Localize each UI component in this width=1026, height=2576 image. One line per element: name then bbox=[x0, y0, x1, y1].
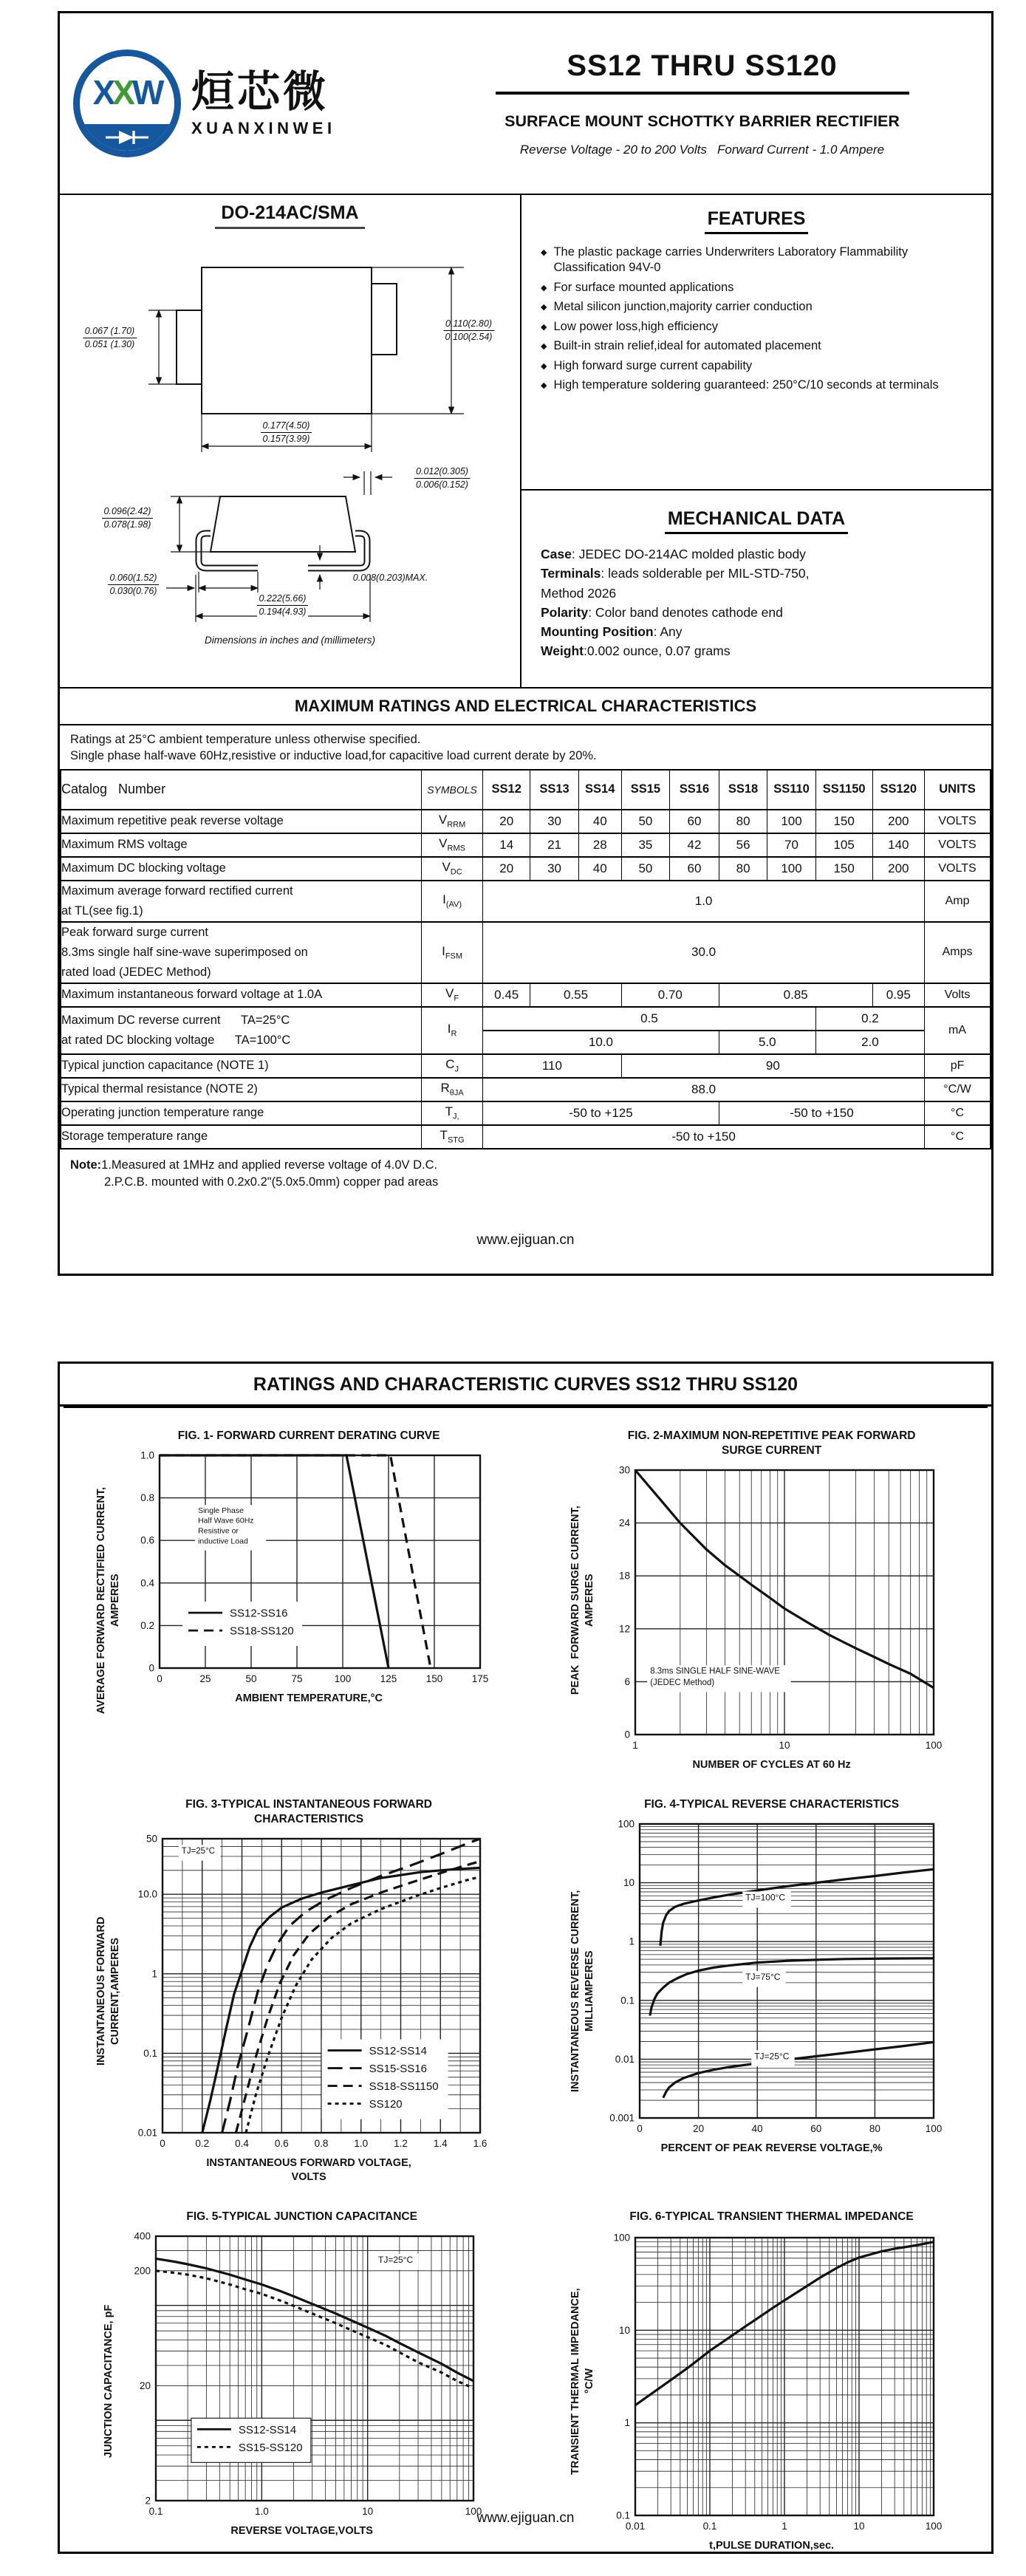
page-2 bbox=[58, 1362, 993, 2554]
table-row bbox=[61, 1007, 991, 1031]
value-cell: 40 bbox=[578, 810, 621, 833]
logo-letter: W bbox=[131, 73, 162, 112]
feature-item: ◆ For surface mounted applications bbox=[541, 280, 972, 295]
table-row bbox=[61, 833, 991, 857]
svg-text:SS120: SS120 bbox=[369, 2098, 403, 2111]
chart-canvas-fig1 bbox=[124, 1446, 493, 1690]
note-line: Note:1.Measured at 1MHz and applied reverse voltage of 4.0V D.C. bbox=[70, 1158, 438, 1172]
unit-cell: °C bbox=[925, 1125, 991, 1149]
svg-text:1: 1 bbox=[629, 1936, 635, 1947]
svg-text:50: 50 bbox=[245, 1673, 257, 1685]
value-cell: 56 bbox=[719, 833, 767, 857]
figure-5 bbox=[63, 2210, 526, 2553]
value-cell: 2.0 bbox=[815, 1031, 924, 1054]
value-cell: -50 to +150 bbox=[719, 1101, 924, 1125]
brand-name-cn: 烜芯微 bbox=[191, 68, 329, 117]
svg-text:1.0: 1.0 bbox=[254, 2506, 269, 2518]
feature-item: ◆ The plastic package carries Underwriters Laboratory Flammability Classification 94V-0 bbox=[541, 245, 972, 276]
diamond-bullet-icon: ◆ bbox=[541, 248, 547, 257]
dimension-label: 0.222(5.66) 0.194(4.93) bbox=[257, 592, 309, 618]
column-header-units: UNITS bbox=[925, 770, 991, 810]
dimension-label: 0.177(4.50) 0.157(3.99) bbox=[261, 420, 312, 445]
svg-text:0.001: 0.001 bbox=[609, 2112, 635, 2124]
svg-text:0.01: 0.01 bbox=[615, 2054, 635, 2066]
mech-line: Case: JEDEC DO-214AC molded plastic body bbox=[541, 547, 806, 561]
diode-symbol-icon bbox=[101, 129, 153, 146]
svg-text:TJ=75°C: TJ=75°C bbox=[745, 1972, 781, 1983]
row-label: Maximum DC blocking voltage bbox=[61, 857, 422, 881]
svg-text:75: 75 bbox=[291, 1673, 303, 1685]
column-header-part: SS16 bbox=[670, 770, 719, 810]
svg-text:0.8: 0.8 bbox=[140, 1492, 155, 1504]
value-cell: 150 bbox=[815, 857, 872, 881]
figure-2-y-axis-label: PEAK FORWARD SURGE CURRENT, AMPERES bbox=[569, 1506, 595, 1695]
table-row bbox=[61, 881, 991, 922]
value-cell: 1.0 bbox=[483, 881, 925, 922]
row-label: Operating junction temperature range bbox=[61, 1101, 422, 1125]
value-cell: 0.85 bbox=[719, 983, 872, 1007]
svg-text:150: 150 bbox=[425, 1673, 443, 1685]
value-cell: 110 bbox=[483, 1054, 622, 1078]
value-cell: 42 bbox=[670, 833, 719, 857]
table-notes bbox=[60, 1149, 991, 1192]
symbol-cell: $I_R$ bbox=[422, 1007, 483, 1054]
svg-text:12: 12 bbox=[618, 1623, 630, 1635]
value-cell: 30 bbox=[530, 810, 578, 833]
svg-text:Resistive or: Resistive or bbox=[198, 1526, 239, 1536]
ratings-table bbox=[60, 769, 991, 1149]
svg-text:1.6: 1.6 bbox=[473, 2138, 488, 2150]
svg-text:SS18-SS1150: SS18-SS1150 bbox=[369, 2080, 439, 2094]
table-row bbox=[61, 1101, 991, 1125]
figure-4-y-axis-label: INSTANTANEOUS REVERSE CURRENT, MILLIAMPERES bbox=[569, 1890, 595, 2092]
column-header-catalog-number: Catalog Number bbox=[61, 770, 422, 810]
page-1 bbox=[58, 11, 993, 1276]
svg-text:0.01: 0.01 bbox=[625, 2521, 645, 2532]
svg-text:0: 0 bbox=[624, 1729, 630, 1740]
figure-4-x-axis-label: PERCENT OF PEAK REVERSE VOLTAGE,% bbox=[660, 2142, 883, 2155]
page-subtitle: SURFACE MOUNT SCHOTTKY BARRIER RECTIFIER bbox=[505, 112, 900, 130]
diamond-bullet-icon: ◆ bbox=[541, 303, 547, 312]
features-list bbox=[541, 245, 972, 394]
svg-text:20: 20 bbox=[139, 2380, 151, 2392]
logo-letter: X bbox=[92, 73, 113, 112]
diamond-bullet-icon: ◆ bbox=[541, 342, 547, 352]
column-header-part: SS12 bbox=[483, 770, 530, 810]
svg-text:1: 1 bbox=[632, 1740, 638, 1752]
svg-text:SS15-SS120: SS15-SS120 bbox=[238, 2442, 303, 2455]
svg-text:10.0: 10.0 bbox=[137, 1889, 158, 1901]
value-cell: 100 bbox=[767, 810, 815, 833]
figure-1-x-axis-label: AMBIENT TEMPERATURE,°C bbox=[235, 1692, 383, 1705]
symbol-cell: $C_J$ bbox=[422, 1054, 483, 1078]
ratings-conditions bbox=[60, 725, 991, 769]
value-cell: 21 bbox=[530, 833, 578, 857]
svg-text:1: 1 bbox=[151, 1968, 158, 1980]
characteristic-curves-grid bbox=[60, 1407, 991, 2553]
svg-text:0: 0 bbox=[148, 1662, 155, 1674]
title-rule bbox=[496, 92, 909, 95]
logo-diode-band bbox=[80, 124, 174, 151]
website-link: www.ejiguan.cn bbox=[476, 1232, 575, 1248]
chart-canvas-fig3 bbox=[124, 1830, 493, 2155]
value-cell: 0.5 bbox=[483, 1007, 816, 1031]
column-header-part: SS1150 bbox=[815, 770, 872, 810]
svg-text:50: 50 bbox=[146, 1833, 158, 1845]
svg-text:25: 25 bbox=[199, 1673, 211, 1685]
value-cell: 0.70 bbox=[621, 983, 719, 1007]
svg-text:TJ=25°C: TJ=25°C bbox=[753, 2051, 789, 2062]
ratings-condition-line: Single phase half-wave 60Hz,resistive or inductive load,for capacitive load current derate by 20%. bbox=[70, 749, 597, 763]
brand-name-en: XUANXINWEI bbox=[191, 118, 336, 137]
value-cell: 200 bbox=[872, 810, 925, 833]
svg-text:0.1: 0.1 bbox=[620, 1995, 635, 2006]
row-label: Typical thermal resistance (NOTE 2) bbox=[61, 1078, 422, 1101]
value-cell: 35 bbox=[621, 833, 669, 857]
figure-6-x-axis-label: t,PULSE DURATION,sec. bbox=[709, 2540, 835, 2552]
ratings-condition-line: Ratings at 25°C ambient temperature unless otherwise specified. bbox=[70, 733, 421, 746]
row-label: Maximum repetitive peak reverse voltage bbox=[61, 810, 422, 833]
svg-text:SS15-SS16: SS15-SS16 bbox=[369, 2063, 428, 2076]
symbol-cell: $V_{RMS}$ bbox=[422, 833, 483, 857]
value-cell: 10.0 bbox=[483, 1031, 719, 1054]
brand-block bbox=[60, 13, 420, 194]
value-cell: 200 bbox=[872, 857, 925, 881]
svg-text:SS18-SS120: SS18-SS120 bbox=[230, 1624, 294, 1638]
svg-text:1.2: 1.2 bbox=[394, 2138, 408, 2150]
title-block bbox=[420, 13, 991, 194]
value-cell: 140 bbox=[872, 833, 925, 857]
value-cell: 28 bbox=[578, 833, 621, 857]
svg-text:175: 175 bbox=[471, 1673, 489, 1685]
mech-line: Weight:0.002 ounce, 0.07 grams bbox=[541, 643, 731, 659]
symbol-cell: $I_{FSM}$ bbox=[422, 922, 483, 983]
svg-text:100: 100 bbox=[465, 2506, 482, 2518]
chart-canvas-fig4 bbox=[598, 1815, 945, 2140]
figure-1 bbox=[63, 1429, 526, 1772]
value-cell: 90 bbox=[621, 1054, 924, 1078]
svg-text:SS12-SS16: SS12-SS16 bbox=[230, 1607, 288, 1620]
chart-canvas-fig6 bbox=[598, 2227, 945, 2538]
svg-text:100: 100 bbox=[925, 1740, 942, 1752]
figure-6 bbox=[526, 2210, 989, 2553]
mech-line: Polarity: Color band denotes cathode end bbox=[541, 604, 783, 620]
dimension-label: 0.096(2.42) 0.078(1.98) bbox=[102, 505, 154, 531]
dimension-label: 0.012(0.305) 0.006(0.152) bbox=[414, 465, 471, 491]
package-and-features bbox=[60, 195, 991, 689]
value-cell: 30 bbox=[530, 857, 578, 881]
svg-text:40: 40 bbox=[751, 2123, 763, 2135]
table-row bbox=[61, 1078, 991, 1101]
feature-item: ◆ Low power loss,high efficiency bbox=[541, 319, 972, 335]
brand-names bbox=[191, 69, 336, 138]
svg-text:0.1: 0.1 bbox=[148, 2506, 163, 2518]
dimension-label: 0.060(1.52) 0.030(0.76) bbox=[108, 572, 160, 598]
datasheet-document bbox=[0, 11, 1026, 2576]
value-cell: 60 bbox=[670, 810, 719, 833]
figure-2-title: FIG. 2-MAXIMUM NON-REPETITIVE PEAK FORWARD SURGE CURRENT bbox=[627, 1429, 916, 1458]
ratings-tagline: Reverse Voltage - 20 to 200 Volts Forward Current - 1.0 Ampere bbox=[519, 143, 885, 157]
value-cell: 20 bbox=[483, 857, 530, 881]
svg-text:0.4: 0.4 bbox=[235, 2138, 249, 2150]
value-cell: 100 bbox=[767, 857, 815, 881]
column-header-part: SS120 bbox=[872, 770, 925, 810]
svg-text:10: 10 bbox=[361, 2506, 373, 2518]
value-cell: -50 to +125 bbox=[483, 1101, 719, 1125]
svg-text:100: 100 bbox=[618, 1818, 635, 1830]
unit-cell: VOLTS bbox=[925, 857, 991, 881]
svg-text:100: 100 bbox=[925, 2123, 942, 2135]
logo-letter: X bbox=[112, 73, 132, 112]
page-title: SS12 THRU SS120 bbox=[567, 49, 838, 82]
feature-item: ◆ High temperature soldering guaranteed: 250°C/10 seconds at terminals bbox=[541, 377, 972, 393]
value-cell: 0.45 bbox=[483, 983, 530, 1007]
symbol-cell: $V_{DC}$ bbox=[422, 857, 483, 881]
figure-3-y-axis-label: INSTANTANEOUS FORWARD CURRENT,AMPERES bbox=[95, 1916, 122, 2066]
diamond-bullet-icon: ◆ bbox=[541, 283, 547, 293]
package-outline-drawing bbox=[61, 230, 519, 633]
figure-2-x-axis-label: NUMBER OF CYCLES AT 60 Hz bbox=[692, 1759, 851, 1772]
features-section bbox=[521, 195, 991, 491]
ratings-section-heading: MAXIMUM RATINGS AND ELECTRICAL CHARACTERISTICS bbox=[60, 689, 991, 725]
unit-cell: VOLTS bbox=[925, 833, 991, 857]
figure-1-title: FIG. 1- FORWARD CURRENT DERATING CURVE bbox=[177, 1429, 440, 1442]
mech-line: Mounting Position: Any bbox=[541, 624, 683, 639]
row-label: Typical junction capacitance (NOTE 1) bbox=[61, 1054, 422, 1078]
package-caption: Dimensions in inches and (millimeters) bbox=[204, 635, 376, 646]
unit-cell: Volts bbox=[925, 983, 991, 1007]
figure-3-x-axis-label: INSTANTANEOUS FORWARD VOLTAGE, VOLTS bbox=[206, 2157, 411, 2184]
figure-3-title: FIG. 3-TYPICAL INSTANTANEOUS FORWARD CHARACTERISTICS bbox=[185, 1798, 433, 1826]
svg-text:8.3ms SINGLE HALF SINE-WAVE: 8.3ms SINGLE HALF SINE-WAVE bbox=[649, 1667, 780, 1676]
svg-text:6: 6 bbox=[624, 1676, 630, 1688]
svg-text:0: 0 bbox=[157, 1673, 163, 1685]
value-cell: 88.0 bbox=[483, 1078, 925, 1101]
svg-text:1: 1 bbox=[781, 2521, 787, 2532]
svg-text:100: 100 bbox=[613, 2232, 630, 2244]
svg-text:60: 60 bbox=[810, 2123, 821, 2135]
svg-text:200: 200 bbox=[134, 2265, 151, 2277]
diamond-bullet-icon: ◆ bbox=[541, 322, 547, 332]
svg-text:10: 10 bbox=[853, 2521, 865, 2532]
figure-5-x-axis-label: REVERSE VOLTAGE,VOLTS bbox=[230, 2525, 373, 2538]
value-cell: 0.2 bbox=[815, 1007, 924, 1031]
svg-text:20: 20 bbox=[692, 2123, 704, 2135]
symbol-cell: $T_{J,}$ bbox=[422, 1101, 483, 1125]
website-link: www.ejiguan.cn bbox=[476, 2510, 575, 2526]
figure-4 bbox=[526, 1797, 989, 2184]
diamond-bullet-icon: ◆ bbox=[541, 381, 547, 391]
chart-canvas-fig2 bbox=[598, 1461, 945, 1757]
svg-text:Single Phase: Single Phase bbox=[198, 1506, 244, 1515]
mechanical-data-heading: MECHANICAL DATA bbox=[541, 508, 972, 534]
header bbox=[60, 13, 991, 195]
value-cell: 105 bbox=[815, 833, 872, 857]
row-label: Maximum RMS voltage bbox=[61, 833, 422, 857]
svg-text:0: 0 bbox=[160, 2138, 165, 2150]
svg-text:1.0: 1.0 bbox=[354, 2138, 369, 2150]
value-cell: 0.95 bbox=[872, 983, 925, 1007]
column-header-part: SS14 bbox=[578, 770, 621, 810]
unit-cell: °C bbox=[925, 1101, 991, 1125]
svg-text:1: 1 bbox=[624, 2417, 630, 2429]
svg-text:0.6: 0.6 bbox=[140, 1534, 155, 1546]
ratings-table-container bbox=[60, 769, 991, 1149]
unit-cell: pF bbox=[925, 1054, 991, 1078]
value-cell: 14 bbox=[483, 833, 530, 857]
table-row bbox=[61, 983, 991, 1007]
value-cell: 30.0 bbox=[483, 922, 925, 983]
svg-text:SS12-SS14: SS12-SS14 bbox=[238, 2424, 296, 2437]
value-cell: 50 bbox=[621, 810, 669, 833]
svg-text:(JEDEC Method): (JEDEC Method) bbox=[649, 1678, 714, 1688]
svg-text:10: 10 bbox=[779, 1740, 790, 1752]
unit-cell: Amps bbox=[925, 922, 991, 983]
table-row bbox=[61, 922, 991, 983]
figure-5-title: FIG. 5-TYPICAL JUNCTION CAPACITANCE bbox=[186, 2210, 417, 2224]
dimension-label: 0.067 (1.70) 0.051 (1.30) bbox=[83, 325, 137, 351]
figure-1-y-axis-label: AVERAGE FORWARD RECTIFIED CURRENT, AMPERES bbox=[95, 1486, 122, 1715]
dimension-label: 0.110(2.80) 0.100(2.54) bbox=[443, 318, 494, 344]
svg-text:10: 10 bbox=[623, 1877, 635, 1889]
svg-text:inductive Load: inductive Load bbox=[198, 1537, 248, 1546]
figure-6-title: FIG. 6-TYPICAL TRANSIENT THERMAL IMPEDANCE bbox=[629, 2210, 914, 2224]
package-drawing-section bbox=[60, 195, 521, 687]
svg-text:0.2: 0.2 bbox=[195, 2138, 210, 2150]
svg-text:SS12-SS14: SS12-SS14 bbox=[369, 2045, 428, 2058]
curves-section-heading: RATINGS AND CHARACTERISTIC CURVES SS12 THRU SS120 bbox=[60, 1364, 991, 1407]
svg-text:TJ=25°C: TJ=25°C bbox=[377, 2255, 413, 2266]
svg-text:100: 100 bbox=[925, 2521, 942, 2532]
mech-line: Terminals: leads solderable per MIL-STD-750, bbox=[541, 566, 810, 581]
symbol-cell: $V_{RRM}$ bbox=[422, 810, 483, 833]
column-header-part: SS13 bbox=[530, 770, 578, 810]
value-cell: 5.0 bbox=[719, 1031, 815, 1054]
figure-2 bbox=[526, 1429, 989, 1772]
mechanical-data-section bbox=[521, 491, 991, 667]
svg-text:125: 125 bbox=[380, 1673, 397, 1685]
note-line: 2.P.C.B. mounted with 0.2x0.2"(5.0x5.0mm) copper pad areas bbox=[104, 1175, 439, 1189]
chart-canvas-fig5 bbox=[117, 2227, 487, 2523]
figure-4-title: FIG. 4-TYPICAL REVERSE CHARACTERISTICS bbox=[644, 1798, 900, 1811]
company-logo-icon bbox=[73, 49, 181, 157]
value-cell: 40 bbox=[578, 857, 621, 881]
table-row bbox=[61, 810, 991, 833]
feature-item: ◆ Metal silicon junction,majority carrier conduction bbox=[541, 299, 972, 315]
svg-text:10: 10 bbox=[618, 2325, 630, 2337]
figure-5-y-axis-label: JUNCTION CAPACITANCE, pF bbox=[102, 2304, 114, 2459]
mech-line: Method 2026 bbox=[541, 585, 617, 601]
value-cell: 50 bbox=[621, 857, 669, 881]
value-cell: 150 bbox=[815, 810, 872, 833]
unit-cell: Amp bbox=[925, 881, 991, 922]
unit-cell: °C/W bbox=[925, 1078, 991, 1101]
value-cell: 0.55 bbox=[530, 983, 621, 1007]
column-header-part: SS15 bbox=[621, 770, 669, 810]
svg-text:1.0: 1.0 bbox=[140, 1449, 155, 1461]
dimension-label: 0.008(0.203)MAX. bbox=[352, 573, 428, 583]
svg-text:0.4: 0.4 bbox=[140, 1577, 155, 1589]
svg-text:0.01: 0.01 bbox=[137, 2127, 158, 2139]
row-label: Maximum DC reverse current TA=25°C at rated DC blocking voltage TA=100°C bbox=[61, 1007, 422, 1054]
mechanical-data-lines bbox=[541, 544, 972, 661]
column-header-part: SS18 bbox=[719, 770, 767, 810]
logo-monogram bbox=[80, 73, 174, 112]
svg-text:2: 2 bbox=[145, 2495, 151, 2507]
svg-text:0.1: 0.1 bbox=[615, 2510, 630, 2521]
svg-text:0.2: 0.2 bbox=[140, 1620, 155, 1632]
figure-3 bbox=[63, 1797, 526, 2184]
svg-text:80: 80 bbox=[869, 2123, 880, 2135]
symbol-cell: $V_F$ bbox=[422, 983, 483, 1007]
unit-cell: VOLTS bbox=[925, 810, 991, 833]
symbol-cell: $I_{(AV)}$ bbox=[422, 881, 483, 922]
value-cell: 80 bbox=[719, 810, 767, 833]
table-row bbox=[61, 1125, 991, 1149]
svg-text:0.1: 0.1 bbox=[702, 2521, 717, 2532]
value-cell: 80 bbox=[719, 857, 767, 881]
svg-text:100: 100 bbox=[334, 1673, 352, 1685]
symbol-cell: $R_{\theta JA}$ bbox=[422, 1078, 483, 1101]
row-label: Maximum average forward rectified current at TL(see fig.1) bbox=[61, 881, 422, 922]
value-cell: 60 bbox=[670, 857, 719, 881]
svg-text:18: 18 bbox=[618, 1570, 630, 1582]
row-label: Storage temperature range bbox=[61, 1125, 422, 1149]
svg-text:0: 0 bbox=[636, 2123, 643, 2135]
svg-text:TJ=25°C: TJ=25°C bbox=[181, 1847, 216, 1856]
svg-text:0.8: 0.8 bbox=[314, 2138, 329, 2150]
table-row bbox=[61, 1054, 991, 1078]
feature-item: ◆ High forward surge current capability bbox=[541, 358, 972, 374]
unit-cell: mA bbox=[925, 1007, 991, 1054]
value-cell: 70 bbox=[767, 833, 815, 857]
package-name: DO-214AC/SMA bbox=[60, 202, 520, 229]
svg-text:24: 24 bbox=[618, 1517, 630, 1529]
row-label: Peak forward surge current 8.3ms single half sine-wave superimposed on rated load (JEDEC Method) bbox=[61, 922, 422, 983]
feature-item: ◆ Built-in strain relief,ideal for automated placement bbox=[541, 338, 972, 354]
svg-text:0.6: 0.6 bbox=[274, 2138, 289, 2150]
svg-text:400: 400 bbox=[134, 2230, 151, 2242]
svg-text:Half Wave 60Hz: Half Wave 60Hz bbox=[198, 1516, 254, 1526]
diamond-bullet-icon: ◆ bbox=[541, 361, 547, 371]
column-header-part: SS110 bbox=[767, 770, 815, 810]
value-cell: 20 bbox=[483, 810, 530, 833]
svg-text:TJ=100°C: TJ=100°C bbox=[745, 1892, 785, 1903]
column-header-symbols: SYMBOLS bbox=[422, 770, 483, 810]
symbol-cell: $T_{STG}$ bbox=[422, 1125, 483, 1149]
value-cell: -50 to +150 bbox=[483, 1125, 925, 1149]
svg-text:1.4: 1.4 bbox=[433, 2138, 448, 2150]
table-header-row bbox=[61, 770, 991, 810]
table-row bbox=[61, 857, 991, 881]
svg-text:0.1: 0.1 bbox=[143, 2048, 158, 2060]
svg-text:30: 30 bbox=[618, 1464, 630, 1476]
features-heading: FEATURES bbox=[541, 208, 972, 234]
row-label: Maximum instantaneous forward voltage at 1.0A bbox=[61, 983, 422, 1007]
figure-6-y-axis-label: TRANSIENT THERMAL IMPEDANCE, °C/W bbox=[569, 2288, 595, 2475]
